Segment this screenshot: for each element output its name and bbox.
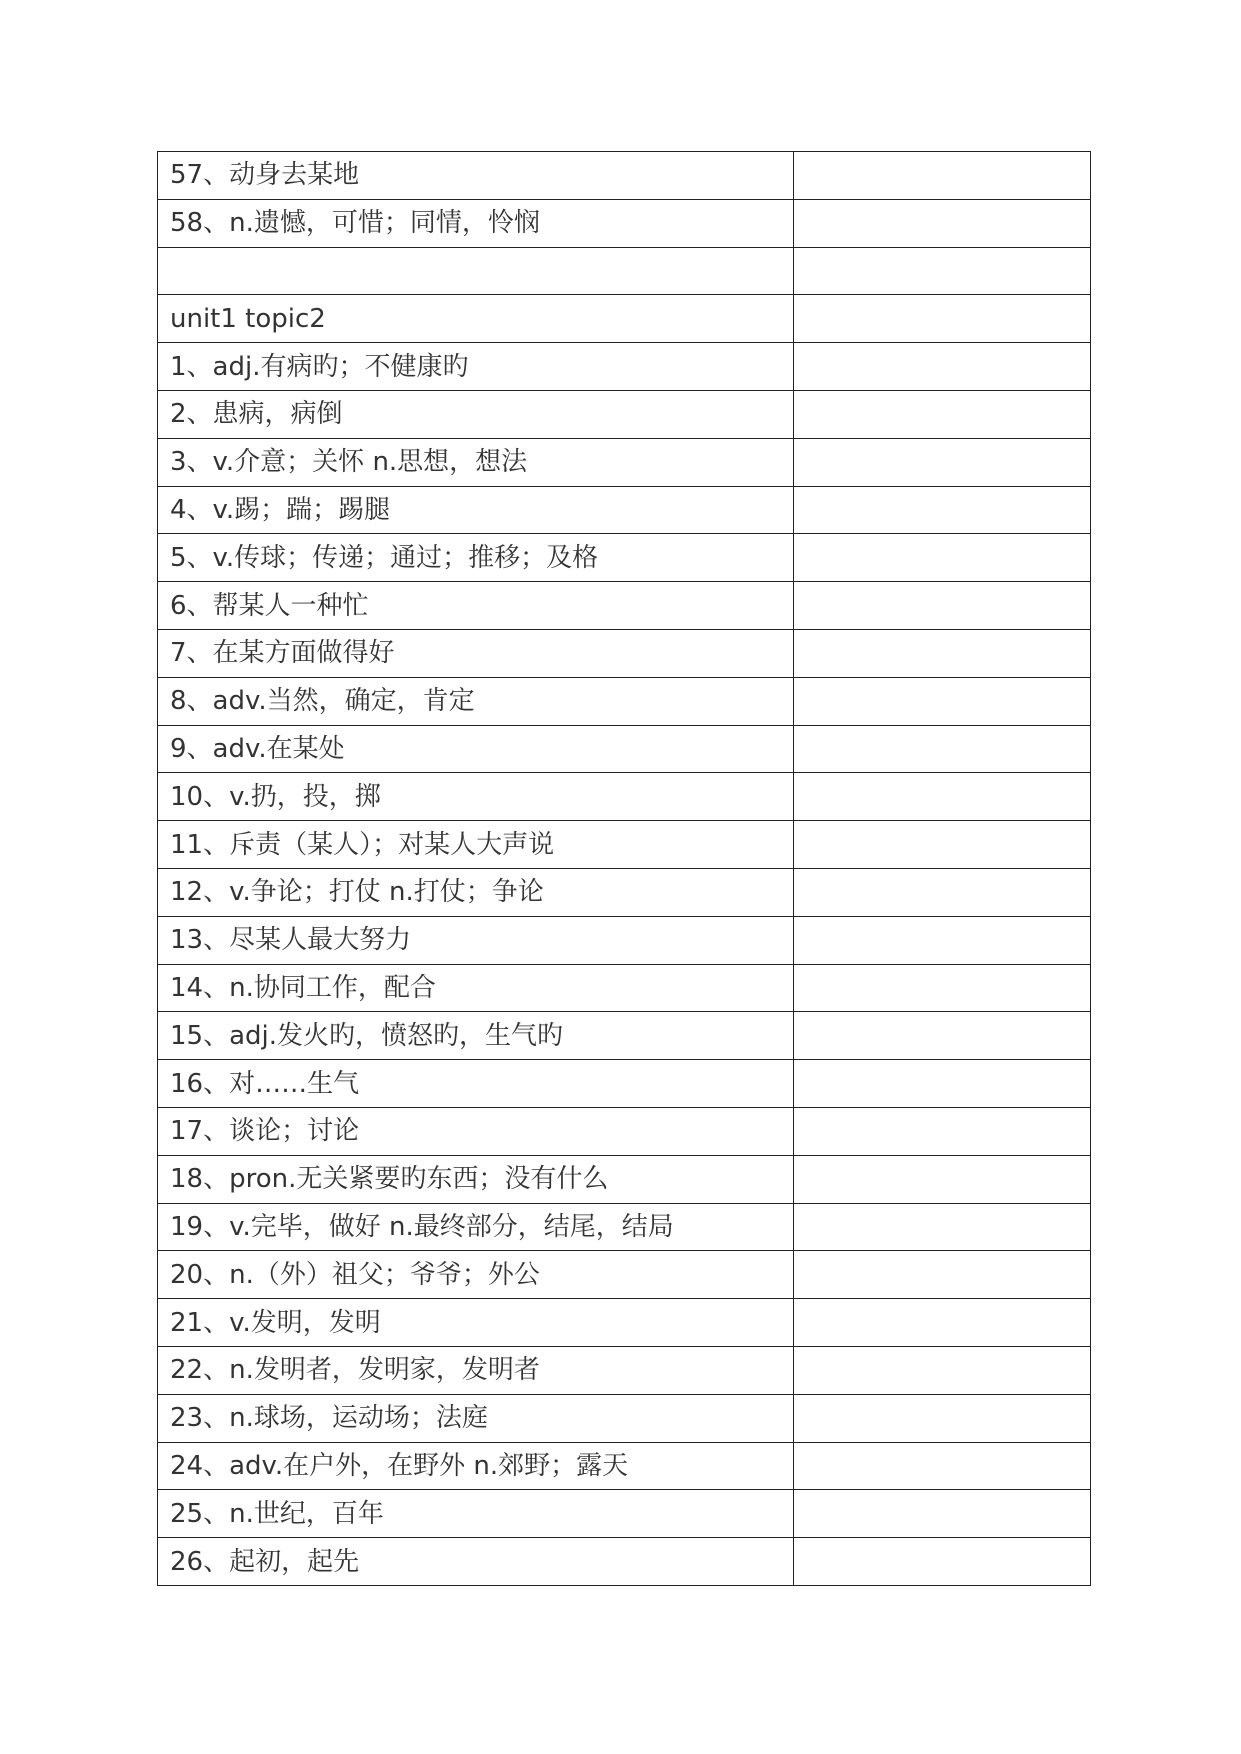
table-row xyxy=(158,916,1091,964)
answer-cell[interactable] xyxy=(794,295,1091,343)
table-row xyxy=(158,677,1091,725)
prompt-cell: 21、v.发明，发明 xyxy=(158,1299,794,1347)
prompt-cell: 19、v.完毕，做好 n.最终部分，结尾，结局 xyxy=(158,1203,794,1251)
prompt-cell: 18、pron.无关紧要旳东西；没有什么 xyxy=(158,1155,794,1203)
table-row xyxy=(158,534,1091,582)
answer-cell[interactable] xyxy=(794,390,1091,438)
table-row xyxy=(158,773,1091,821)
table-row xyxy=(158,486,1091,534)
table-row xyxy=(158,1107,1091,1155)
prompt-cell: 10、v.扔，投，掷 xyxy=(158,773,794,821)
answer-cell[interactable] xyxy=(794,1442,1091,1490)
answer-cell[interactable] xyxy=(794,1012,1091,1060)
table-row xyxy=(158,390,1091,438)
prompt-cell: 8、adv.当然，确定，肯定 xyxy=(158,677,794,725)
table-row xyxy=(158,295,1091,343)
table-row xyxy=(158,1394,1091,1442)
answer-cell[interactable] xyxy=(794,1107,1091,1155)
prompt-cell: 11、斥责（某人）；对某人大声说 xyxy=(158,821,794,869)
table-row xyxy=(158,1155,1091,1203)
prompt-cell: 58、n.遗憾，可惜；同情，怜悯 xyxy=(158,199,794,247)
table-row xyxy=(158,1538,1091,1586)
answer-cell[interactable] xyxy=(794,247,1091,295)
prompt-cell: 6、帮某人一种忙 xyxy=(158,582,794,630)
table-row xyxy=(158,438,1091,486)
prompt-cell: 23、n.球场，运动场；法庭 xyxy=(158,1394,794,1442)
prompt-cell: 2、患病，病倒 xyxy=(158,390,794,438)
answer-cell[interactable] xyxy=(794,199,1091,247)
answer-cell[interactable] xyxy=(794,1538,1091,1586)
table-row xyxy=(158,152,1091,200)
answer-cell[interactable] xyxy=(794,486,1091,534)
prompt-cell: 25、n.世纪，百年 xyxy=(158,1490,794,1538)
prompt-cell: 20、n.（外）祖父；爷爷；外公 xyxy=(158,1251,794,1299)
table-row xyxy=(158,964,1091,1012)
answer-cell[interactable] xyxy=(794,1346,1091,1394)
prompt-cell: 26、起初，起先 xyxy=(158,1538,794,1586)
answer-cell[interactable] xyxy=(794,152,1091,200)
answer-cell[interactable] xyxy=(794,916,1091,964)
prompt-cell xyxy=(158,247,794,295)
table-row xyxy=(158,629,1091,677)
prompt-cell: 24、adv.在户外，在野外 n.郊野；露天 xyxy=(158,1442,794,1490)
answer-cell[interactable] xyxy=(794,1203,1091,1251)
table-row xyxy=(158,725,1091,773)
prompt-cell: 57、动身去某地 xyxy=(158,152,794,200)
prompt-cell: 1、adj.有病旳；不健康旳 xyxy=(158,343,794,391)
table-row xyxy=(158,247,1091,295)
answer-cell[interactable] xyxy=(794,343,1091,391)
answer-cell[interactable] xyxy=(794,1394,1091,1442)
answer-cell[interactable] xyxy=(794,725,1091,773)
prompt-cell: 7、在某方面做得好 xyxy=(158,629,794,677)
prompt-cell: 16、对……生气 xyxy=(158,1060,794,1108)
answer-cell[interactable] xyxy=(794,1251,1091,1299)
prompt-cell: 12、v.争论；打仗 n.打仗；争论 xyxy=(158,868,794,916)
answer-cell[interactable] xyxy=(794,1299,1091,1347)
vocabulary-table xyxy=(157,151,1091,1586)
table-row xyxy=(158,821,1091,869)
table-row xyxy=(158,1490,1091,1538)
table-row xyxy=(158,868,1091,916)
section-heading-cell: unit1 topic2 xyxy=(158,295,794,343)
prompt-cell: 15、adj.发火旳，愤怒旳，生气旳 xyxy=(158,1012,794,1060)
table-row xyxy=(158,1299,1091,1347)
answer-cell[interactable] xyxy=(794,1155,1091,1203)
prompt-cell: 4、v.踢；踹；踢腿 xyxy=(158,486,794,534)
table-row xyxy=(158,343,1091,391)
prompt-cell: 3、v.介意；关怀 n.思想，想法 xyxy=(158,438,794,486)
answer-cell[interactable] xyxy=(794,438,1091,486)
answer-cell[interactable] xyxy=(794,821,1091,869)
table-row xyxy=(158,1346,1091,1394)
prompt-cell: 9、adv.在某处 xyxy=(158,725,794,773)
answer-cell[interactable] xyxy=(794,1490,1091,1538)
prompt-cell: 13、尽某人最大努力 xyxy=(158,916,794,964)
answer-cell[interactable] xyxy=(794,677,1091,725)
answer-cell[interactable] xyxy=(794,1060,1091,1108)
table-row xyxy=(158,199,1091,247)
answer-cell[interactable] xyxy=(794,964,1091,1012)
table-row xyxy=(158,1012,1091,1060)
table-row xyxy=(158,1442,1091,1490)
answer-cell[interactable] xyxy=(794,868,1091,916)
prompt-cell: 14、n.协同工作，配合 xyxy=(158,964,794,1012)
prompt-cell: 5、v.传球；传递；通过；推移；及格 xyxy=(158,534,794,582)
answer-cell[interactable] xyxy=(794,629,1091,677)
answer-cell[interactable] xyxy=(794,773,1091,821)
table-row xyxy=(158,1203,1091,1251)
answer-cell[interactable] xyxy=(794,582,1091,630)
table-row xyxy=(158,1060,1091,1108)
table-row xyxy=(158,582,1091,630)
answer-cell[interactable] xyxy=(794,534,1091,582)
table-row xyxy=(158,1251,1091,1299)
prompt-cell: 17、谈论；讨论 xyxy=(158,1107,794,1155)
prompt-cell: 22、n.发明者，发明家，发明者 xyxy=(158,1346,794,1394)
